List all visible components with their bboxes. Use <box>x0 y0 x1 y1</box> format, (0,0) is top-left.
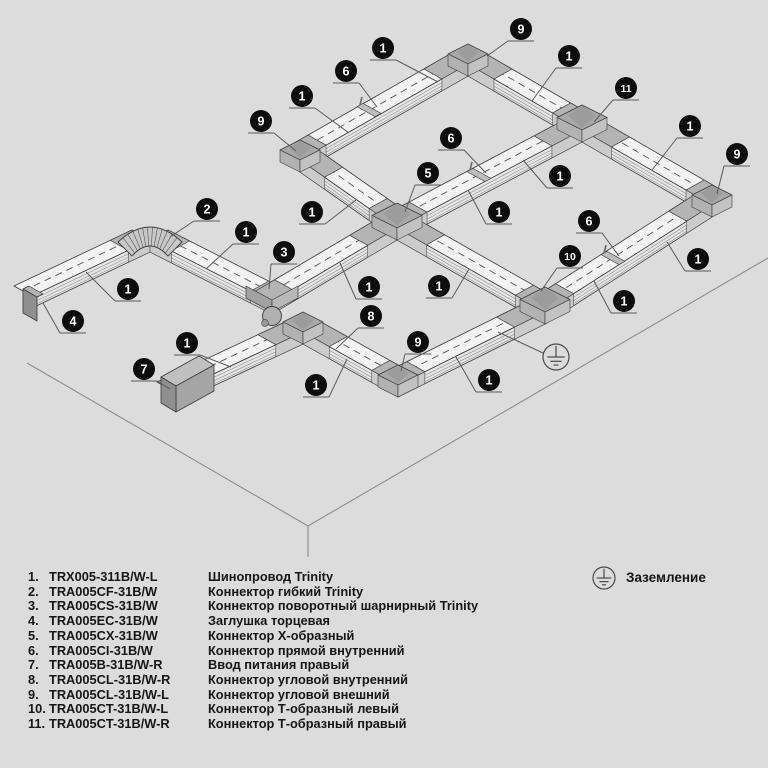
legend-item-number: 11. <box>28 716 46 732</box>
callout-number: 1 <box>312 378 320 393</box>
legend-item-number: 6. <box>28 642 39 658</box>
callout-number: 9 <box>517 22 525 37</box>
legend-item-desc: Коннектор прямой внутренний <box>208 642 405 658</box>
callout-number: 10 <box>564 250 576 263</box>
callout-number: 9 <box>733 147 741 162</box>
legend-row <box>28 629 478 644</box>
legend-item-code: TRA005CT-31B/W-L <box>49 701 169 717</box>
legend-item-code: TRA005B-31B/W-R <box>49 657 163 673</box>
callout-number: 4 <box>69 314 77 329</box>
callout-number: 8 <box>367 309 375 324</box>
legend-item-code: TRA005CL-31B/W-L <box>49 686 169 702</box>
callout-number: 1 <box>495 205 503 220</box>
legend-item-desc: Коннектор гибкий Trinity <box>208 583 364 599</box>
legend-item-number: 8. <box>28 671 39 687</box>
legend-item-desc: Коннектор угловой внутренний <box>208 671 409 687</box>
callout-number: 6 <box>342 64 350 79</box>
callout-number: 9 <box>414 335 422 350</box>
legend-item-number: 10. <box>28 701 46 717</box>
callout-number: 1 <box>620 294 628 309</box>
callout-number: 1 <box>365 280 373 295</box>
callout-number: 1 <box>565 49 573 64</box>
legend-item-number: 5. <box>28 627 39 643</box>
legend-item-code: TRX005-311B/W-L <box>49 569 158 584</box>
legend-row <box>28 599 478 614</box>
legend-row <box>28 673 478 688</box>
legend-row <box>28 658 478 673</box>
legend-item-number: 9. <box>28 686 39 702</box>
callout-number: 6 <box>585 214 593 229</box>
callout-number: 1 <box>485 373 493 388</box>
legend-item-code: TRA005CF-31B/W <box>49 583 158 599</box>
callout-number: 11 <box>620 82 632 95</box>
legend-item-number: 1. <box>28 569 39 584</box>
legend-item-desc: Заглушка торцевая <box>208 613 330 629</box>
callout-number: 1 <box>242 225 250 240</box>
legend-row <box>28 644 478 659</box>
legend-item-number: 2. <box>28 583 39 599</box>
callout-number: 1 <box>556 169 564 184</box>
callout-number: 7 <box>140 362 148 377</box>
legend-item-number: 3. <box>28 598 39 614</box>
legend-item-code: TRA005CI-31B/W <box>49 642 153 658</box>
swivel-pivot-nub <box>262 320 269 327</box>
callout-number: 1 <box>308 205 316 220</box>
legend-item-code: TRA005EC-31B/W <box>49 613 158 629</box>
legend-item-desc: Коннектор Т-образный правый <box>208 716 407 732</box>
callout-number: 6 <box>447 131 455 146</box>
callout-number: 1 <box>298 89 306 104</box>
ground-legend <box>626 570 706 585</box>
legend-item-code: TRA005CS-31B/W <box>49 598 158 614</box>
legend-row <box>28 585 478 600</box>
callout-number: 9 <box>257 114 265 129</box>
callout-number: 1 <box>379 41 387 56</box>
legend-item-code: TRA005CT-31B/W-R <box>49 716 170 732</box>
legend-row <box>28 614 478 629</box>
callout-number: 5 <box>424 166 432 181</box>
legend-item-desc: Коннектор X-образный <box>208 627 355 643</box>
legend-item-code: TRA005CX-31B/W <box>49 627 158 643</box>
legend-item-desc: Коннектор угловой внешний <box>208 686 390 702</box>
legend-item-number: 4. <box>28 613 39 629</box>
legend-item-desc: Шинопровод Trinity <box>208 569 334 584</box>
callout-number: 2 <box>203 202 211 217</box>
ground-label: Заземление <box>626 570 706 585</box>
callout-number: 3 <box>280 245 288 260</box>
legend-row <box>28 688 478 703</box>
legend-item-desc: Ввод питания правый <box>208 657 350 673</box>
callout-number: 1 <box>435 279 443 294</box>
legend-row <box>28 702 478 717</box>
legend-item-number: 7. <box>28 657 39 673</box>
callout-number: 1 <box>183 336 191 351</box>
callout-number: 1 <box>686 119 694 134</box>
legend-item-desc: Коннектор поворотный шарнирный Trinity <box>208 598 479 614</box>
legend-item-code: TRA005CL-31B/W-R <box>49 671 171 687</box>
legend-row <box>28 570 478 585</box>
callout-number: 1 <box>694 252 702 267</box>
legend <box>28 570 478 732</box>
callout-number: 1 <box>124 282 132 297</box>
legend-item-desc: Коннектор Т-образный левый <box>208 701 399 717</box>
legend-row <box>28 717 478 732</box>
